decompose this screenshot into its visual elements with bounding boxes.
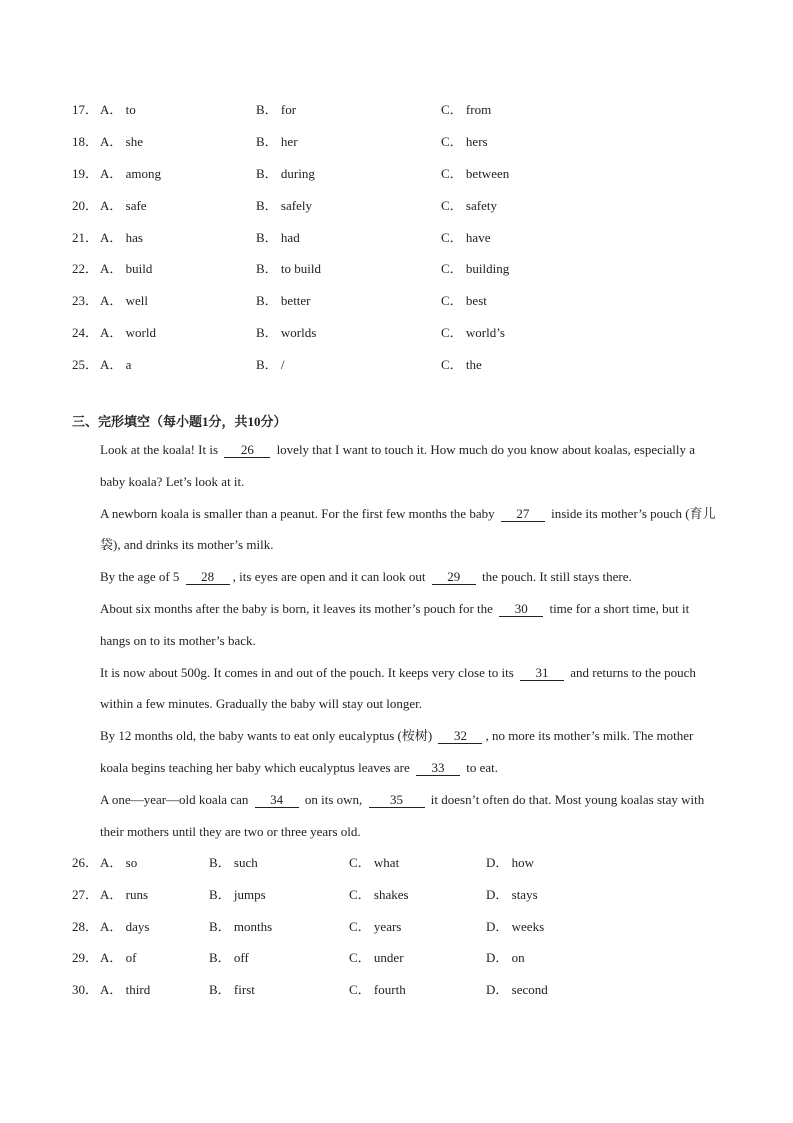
- paragraph-6: By 12 months old, the baby wants to eat only eucalyptus (桉树) 32 , no more its mother’s milk. The mother koala begins teaching her baby which eucalyptus leaves are 33 to eat.: [100, 728, 694, 775]
- question-number: 22．: [72, 261, 99, 276]
- paragraph-5: It is now about 500g. It comes in and out of the pouch. It keeps very close to its 31 and returns to the pouch within a few minutes. Gradually the baby will stay out longer.: [100, 664, 696, 712]
- question-number: 17．: [72, 102, 99, 117]
- paragraph-7: A one—year—old koala can 34 on its own, 35 it doesn’t often do that. Most young koalas stay with their mothers until they are two or three years old.: [100, 791, 705, 839]
- section-title: 三、完形填空（每小题1分，共10分）: [72, 414, 287, 429]
- option-c: C． years: [349, 919, 402, 934]
- blank-31[interactable]: 31: [520, 666, 564, 681]
- option-b: B． such: [209, 855, 258, 870]
- option-a: A． to: [100, 102, 136, 117]
- option-d: D． second: [486, 982, 548, 997]
- option-a: A． among: [100, 166, 162, 181]
- option-c: C． best: [441, 293, 487, 308]
- option-c: C． fourth: [349, 982, 406, 997]
- option-b: B． /: [256, 357, 285, 372]
- question-number: 24．: [72, 325, 99, 340]
- option-a: A． a: [100, 357, 132, 372]
- question-number: 29．: [72, 950, 99, 965]
- blank-28[interactable]: 28: [186, 570, 230, 585]
- option-c: C． hers: [441, 134, 488, 149]
- option-d: D． on: [486, 950, 525, 965]
- question-number: 25．: [72, 357, 99, 372]
- blank-27[interactable]: 27: [501, 507, 545, 522]
- option-b: B． had: [256, 230, 300, 245]
- question-number: 23．: [72, 293, 99, 308]
- option-a: A． build: [100, 261, 153, 276]
- blank-26[interactable]: 26: [224, 443, 270, 458]
- paragraph-1: Look at the koala! It is 26 lovely that I want to touch it. How much do you know about koalas, especially a baby koala? Let’s look at it.: [100, 442, 695, 489]
- paragraph-3: By the age of 5 28 , its eyes are open and it can look out 29 the pouch. It still stays there.: [100, 569, 632, 585]
- blank-33[interactable]: 33: [416, 761, 460, 776]
- question-number: 26．: [72, 855, 99, 870]
- blank-29[interactable]: 29: [432, 570, 476, 585]
- option-d: D． how: [486, 855, 535, 870]
- option-c: C． shakes: [349, 887, 409, 902]
- option-b: B． better: [256, 293, 311, 308]
- option-a: A． runs: [100, 887, 149, 902]
- option-a: A． third: [100, 982, 151, 997]
- option-c: C． safety: [441, 198, 497, 213]
- question-number: 21．: [72, 230, 99, 245]
- option-a: A． world: [100, 325, 156, 340]
- paragraph-4: About six months after the baby is born, it leaves its mother’s pouch for the 30 time for a short time, but it hangs on to its mother’s back.: [100, 600, 690, 648]
- option-c: C． building: [441, 261, 510, 276]
- blank-34[interactable]: 34: [255, 793, 299, 808]
- option-b: B． months: [209, 919, 273, 934]
- option-a: A． she: [100, 134, 143, 149]
- option-a: A． of: [100, 950, 137, 965]
- option-b: B． worlds: [256, 325, 317, 340]
- option-c: C． have: [441, 230, 491, 245]
- blank-32[interactable]: 32: [438, 729, 482, 744]
- option-c: C． the: [441, 357, 482, 372]
- option-b: B． safely: [256, 198, 312, 213]
- blank-30[interactable]: 30: [499, 602, 543, 617]
- option-b: B． her: [256, 134, 298, 149]
- option-c: C． what: [349, 855, 400, 870]
- option-b: B． to build: [256, 261, 322, 276]
- option-c: C． world’s: [441, 325, 505, 340]
- paragraph-2: A newborn koala is smaller than a peanut. For the first few months the baby 27 inside its mother’s pouch (育儿袋), and drinks its mother’s milk.: [100, 505, 716, 553]
- option-d: D． weeks: [486, 919, 545, 934]
- question-number: 28．: [72, 919, 99, 934]
- option-b: B． first: [209, 982, 255, 997]
- option-a: A． well: [100, 293, 149, 308]
- question-number: 20．: [72, 198, 99, 213]
- question-number: 19．: [72, 166, 99, 181]
- option-c: C． between: [441, 166, 510, 181]
- cloze-passage: [72, 434, 722, 847]
- option-b: B． jumps: [209, 887, 266, 902]
- option-d: D． stays: [486, 887, 538, 902]
- question-number: 18．: [72, 134, 99, 149]
- question-number: 27．: [72, 887, 99, 902]
- option-b: B． during: [256, 166, 315, 181]
- option-a: A． days: [100, 919, 150, 934]
- option-c: C． from: [441, 102, 492, 117]
- option-b: B． off: [209, 950, 249, 965]
- option-a: A． safe: [100, 198, 147, 213]
- option-a: A． has: [100, 230, 143, 245]
- blank-35[interactable]: 35: [369, 793, 425, 808]
- option-a: A． so: [100, 855, 138, 870]
- option-c: C． under: [349, 950, 404, 965]
- question-number: 30．: [72, 982, 99, 997]
- option-b: B． for: [256, 102, 297, 117]
